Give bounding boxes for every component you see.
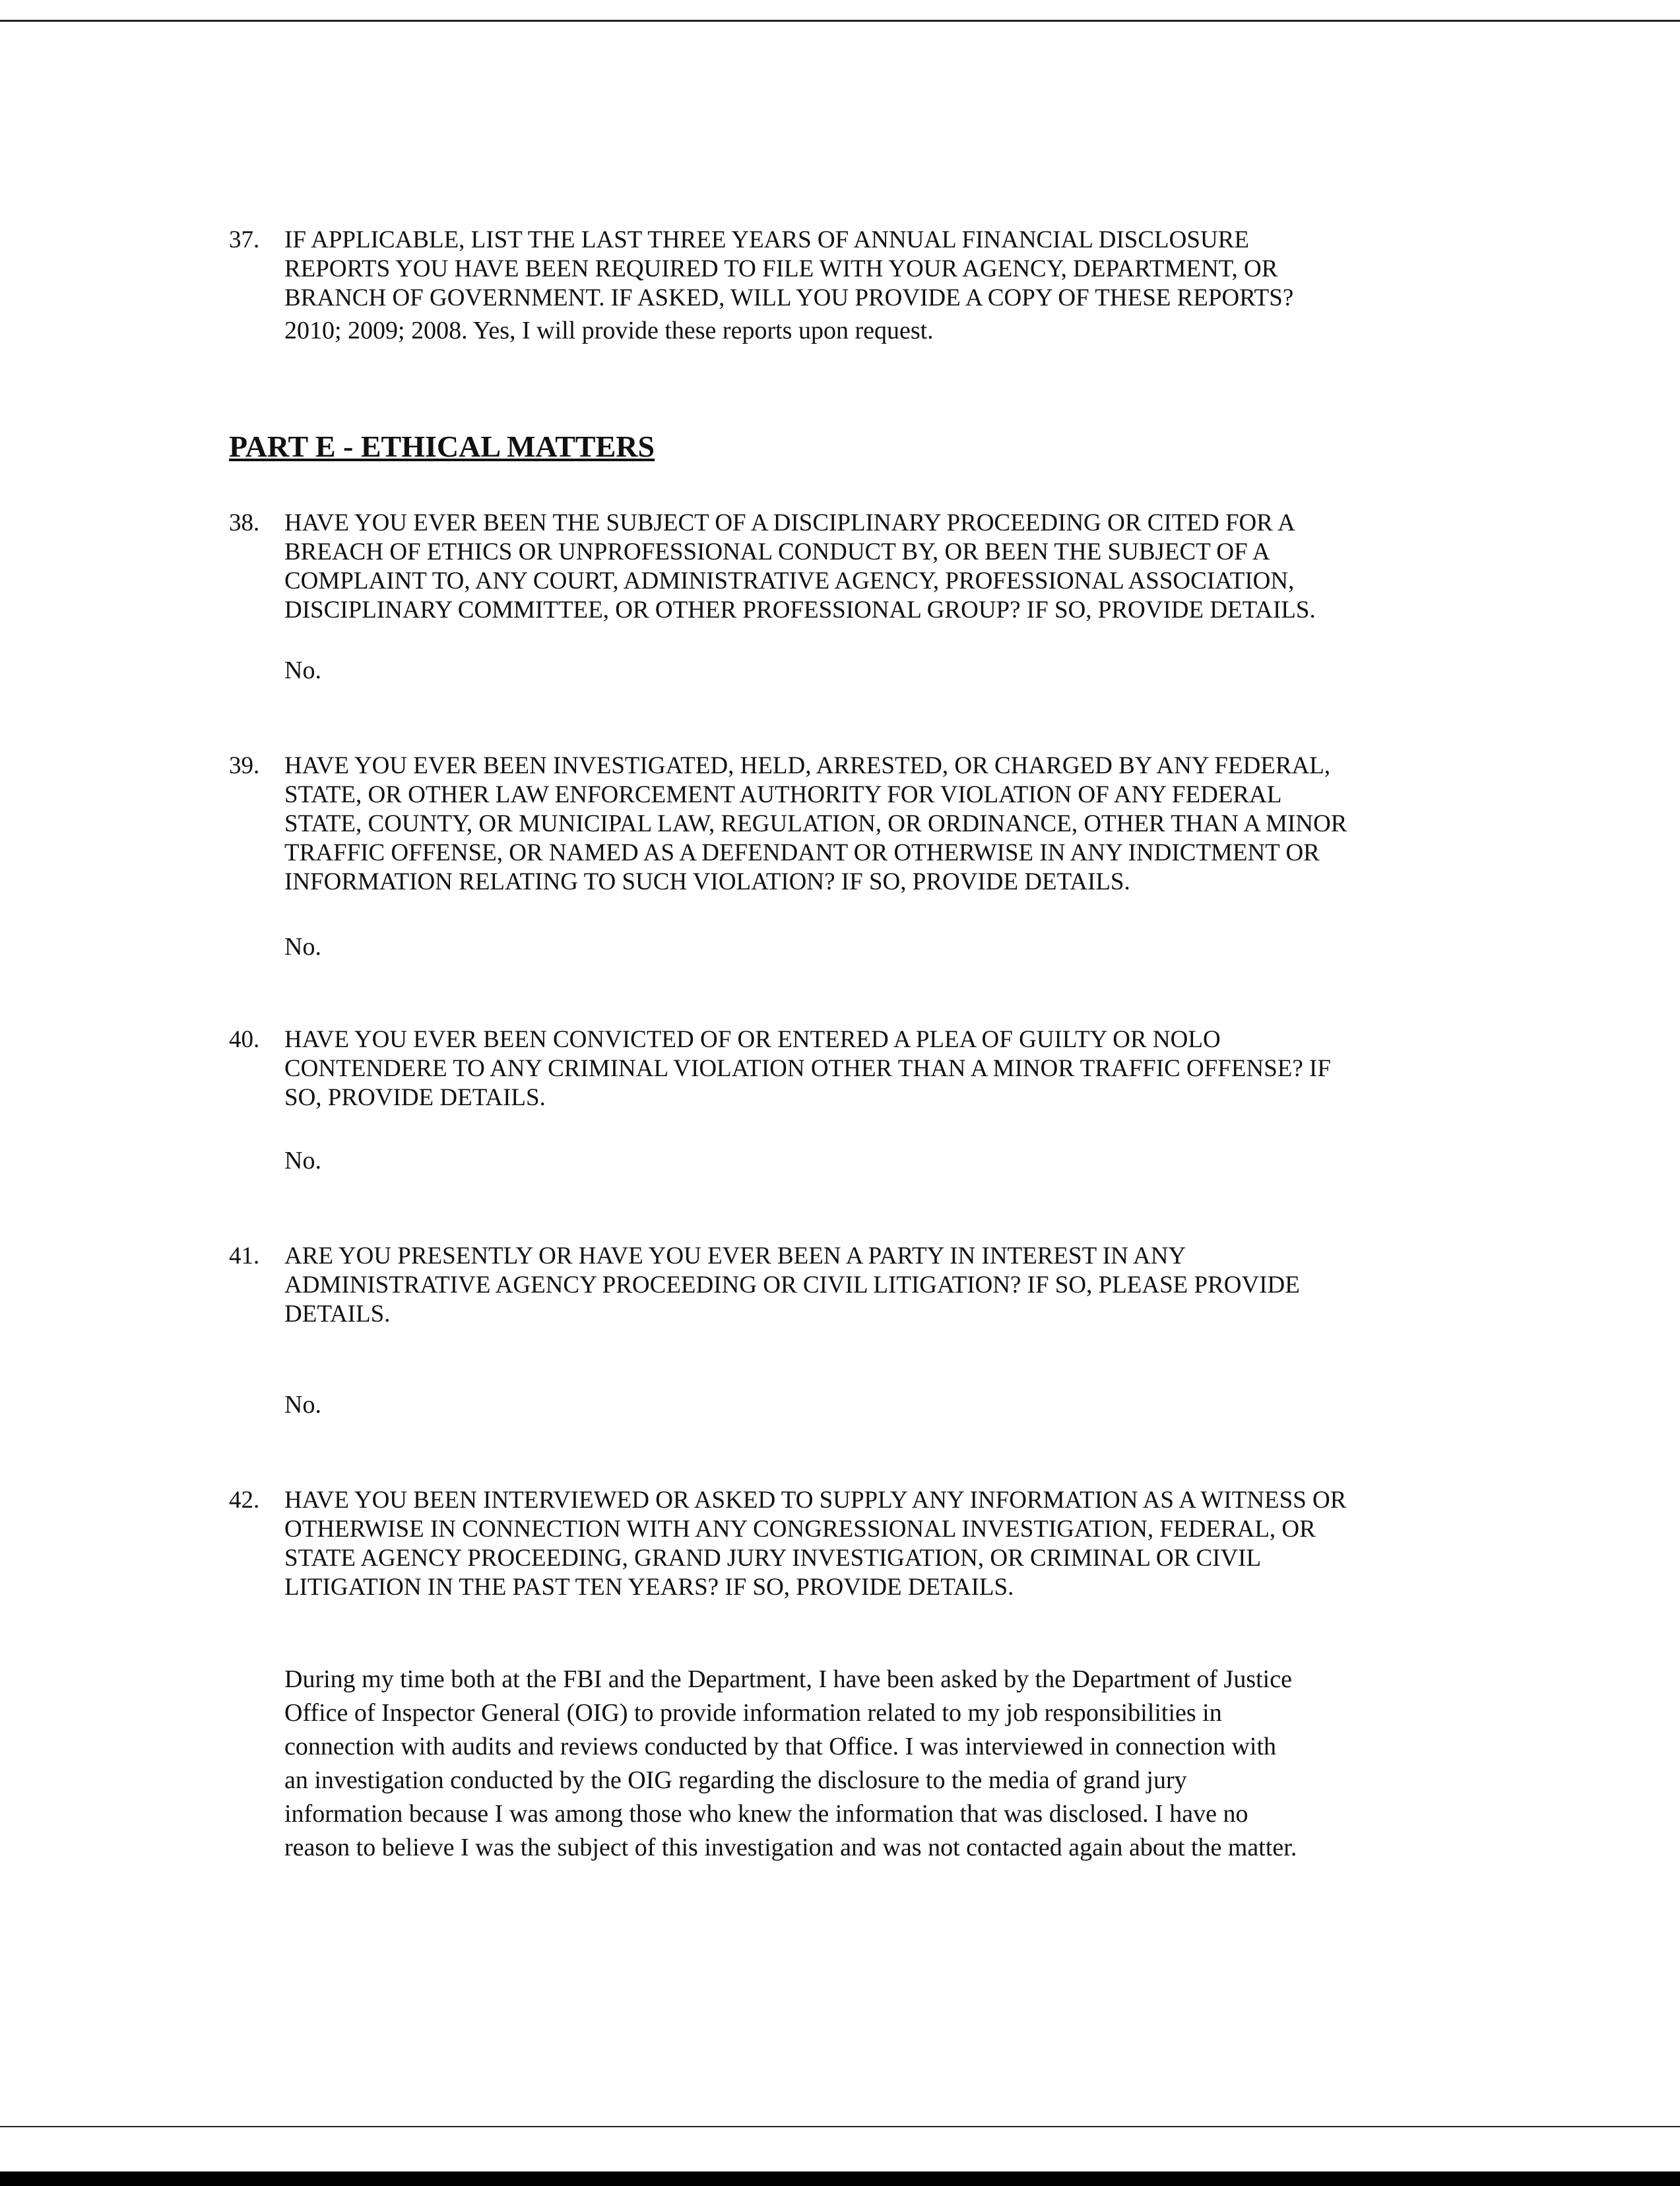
question-line: STATE, OR OTHER LAW ENFORCEMENT AUTHORITY FOR VIOLATION OF ANY FEDERAL: [284, 781, 1282, 808]
question-line: STATE, COUNTY, OR MUNICIPAL LAW, REGULATION, OR ORDINANCE, OTHER THAN A MINOR: [284, 810, 1347, 837]
question-text: [229, 509, 1483, 625]
answer-line: 2010; 2009; 2008. Yes, I will provide these reports upon request.: [284, 317, 934, 344]
question-line: LITIGATION IN THE PAST TEN YEARS? IF SO, PROVIDE DETAILS.: [284, 1574, 1014, 1601]
answer-line: No.: [284, 657, 321, 684]
question-line: ADMINISTRATIVE AGENCY PROCEEDING OR CIVIL LITIGATION? IF SO, PLEASE PROVIDE: [284, 1271, 1300, 1299]
answer: [284, 930, 1483, 964]
question-line: HAVE YOU EVER BEEN THE SUBJECT OF A DISCIPLINARY PROCEEDING OR CITED FOR A: [284, 509, 1295, 536]
bottom-rule: [0, 2126, 1680, 2127]
answer: [284, 1144, 1483, 1178]
answer: [284, 1663, 1483, 1865]
question-line: SO, PROVIDE DETAILS.: [284, 1084, 546, 1111]
question-text: [229, 226, 1483, 313]
question-line: BREACH OF ETHICS OR UNPROFESSIONAL CONDUCT BY, OR BEEN THE SUBJECT OF A: [284, 538, 1270, 565]
question-line: CONTENDERE TO ANY CRIMINAL VIOLATION OTHER THAN A MINOR TRAFFIC OFFENSE? IF: [284, 1055, 1331, 1082]
question-line: ARE YOU PRESENTLY OR HAVE YOU EVER BEEN A PARTY IN INTEREST IN ANY: [284, 1242, 1186, 1270]
question-line: DETAILS.: [284, 1301, 391, 1328]
answer-line: No.: [284, 1147, 321, 1174]
answer-line: reason to believe I was the subject of this investigation and was not contacted again about the matter.: [284, 1834, 1297, 1861]
question-line: HAVE YOU EVER BEEN INVESTIGATED, HELD, ARRESTED, OR CHARGED BY ANY FEDERAL,: [284, 752, 1331, 779]
question-number: 41.: [229, 1242, 260, 1270]
question-line: BRANCH OF GOVERNMENT. IF ASKED, WILL YOU PROVIDE A COPY OF THESE REPORTS?: [284, 284, 1294, 311]
answer-line: During my time both at the FBI and the Department, I have been asked by the Department of Justice: [284, 1665, 1292, 1693]
question-number: 39.: [229, 752, 260, 779]
question-line: COMPLAINT TO, ANY COURT, ADMINISTRATIVE AGENCY, PROFESSIONAL ASSOCIATION,: [284, 567, 1295, 595]
part-e-heading: PART E - ETHICAL MATTERS: [229, 430, 655, 463]
question-42: [229, 1486, 1483, 1865]
question-39: [229, 752, 1483, 964]
answer-line: connection with audits and reviews conducted by that Office. I was interviewed in connection with: [284, 1733, 1277, 1760]
question-number: 42.: [229, 1487, 260, 1514]
question-40: [229, 1025, 1483, 1178]
question-line: TRAFFIC OFFENSE, OR NAMED AS A DEFENDANT OR OTHERWISE IN ANY INDICTMENT OR: [284, 839, 1320, 866]
question-text: [229, 1242, 1483, 1329]
question-text: [229, 1025, 1483, 1112]
scan-edge: [0, 2171, 1680, 2186]
question-line: HAVE YOU BEEN INTERVIEWED OR ASKED TO SUPPLY ANY INFORMATION AS A WITNESS OR: [284, 1487, 1347, 1514]
question-number: 38.: [229, 509, 260, 536]
question-37: [229, 226, 1483, 348]
question-text: [229, 752, 1483, 897]
answer: [284, 314, 1483, 348]
answer-line: an investigation conducted by the OIG regarding the disclosure to the media of grand jury: [284, 1766, 1187, 1794]
answer: [284, 1388, 1483, 1422]
question-number: 40.: [229, 1026, 260, 1053]
question-text: [229, 1486, 1483, 1602]
question-line: IF APPLICABLE, LIST THE LAST THREE YEARS OF ANNUAL FINANCIAL DISCLOSURE: [284, 226, 1249, 253]
question-line: REPORTS YOU HAVE BEEN REQUIRED TO FILE WITH YOUR AGENCY, DEPARTMENT, OR: [284, 255, 1278, 282]
answer-line: information because I was among those who knew the information that was disclosed. I have no: [284, 1800, 1248, 1828]
answer: [284, 654, 1483, 688]
question-line: INFORMATION RELATING TO SUCH VIOLATION? IF SO, PROVIDE DETAILS.: [284, 868, 1130, 895]
question-line: OTHERWISE IN CONNECTION WITH ANY CONGRESSIONAL INVESTIGATION, FEDERAL, OR: [284, 1516, 1316, 1543]
question-line: STATE AGENCY PROCEEDING, GRAND JURY INVESTIGATION, OR CRIMINAL OR CIVIL: [284, 1545, 1262, 1572]
answer-line: Office of Inspector General (OIG) to provide information related to my job responsibilities in: [284, 1699, 1222, 1727]
question-41: [229, 1242, 1483, 1422]
answer-line: No.: [284, 933, 321, 961]
answer-line: No.: [284, 1391, 321, 1419]
question-number: 37.: [229, 226, 260, 253]
question-38: [229, 509, 1483, 688]
question-line: DISCIPLINARY COMMITTEE, OR OTHER PROFESSIONAL GROUP? IF SO, PROVIDE DETAILS.: [284, 596, 1316, 624]
question-line: HAVE YOU EVER BEEN CONVICTED OF OR ENTERED A PLEA OF GUILTY OR NOLO: [284, 1026, 1221, 1053]
top-rule: [0, 20, 1680, 22]
